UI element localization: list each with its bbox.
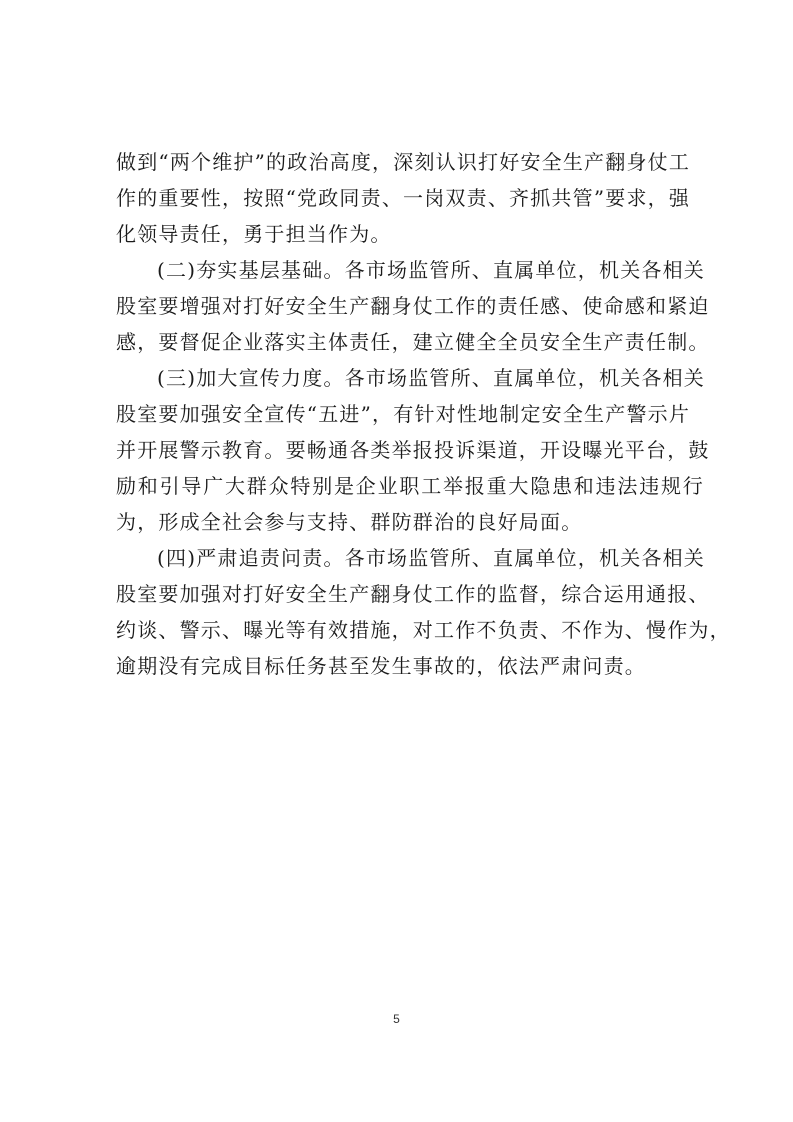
text-line: 化领导责任，勇于担当作为。 (116, 222, 392, 246)
text-line: 约谈、警示、曝光等有效措施，对工作不负责、不作为、慢作为， (116, 618, 731, 642)
text-line: 感，要督促企业落实主体责任，建立健全全员安全生产责任制。 (116, 330, 710, 354)
text-line: 做到“两个维护”的政治高度，深刻认识打好安全生产翻身仗工 (116, 150, 691, 174)
document-body (116, 150, 731, 690)
text-line: 并开展警示教育。要畅通各类举报投诉渠道，开设曝光平台，鼓 (116, 438, 710, 462)
text-line: 作的重要性，按照“党政同责、一岗双责、齐抓共管”要求，强 (116, 186, 691, 210)
text-line: 股室要增强对打好安全生产翻身仗工作的责任感、使命感和紧迫 (116, 294, 710, 318)
text-line: 股室要加强安全宣传“五进”，有针对性地制定安全生产警示片 (116, 402, 691, 426)
section-heading-line: (三)加大宣传力度。各市场监管所、直属单位，机关各相关 (157, 366, 706, 390)
text-line: 励和引导广大群众特别是企业职工举报重大隐患和违法违规行 (116, 474, 705, 498)
section-heading-line: (二)夯实基层基础。各市场监管所、直属单位，机关各相关 (157, 258, 706, 282)
text-line: 为，形成全社会参与支持、群防群治的良好局面。 (116, 510, 583, 534)
section-heading-line: (四)严肃追责问责。各市场监管所、直属单位，机关各相关 (157, 546, 706, 570)
text-line: 股室要加强对打好安全生产翻身仗工作的监督，综合运用通报、 (116, 582, 710, 606)
page-number: 5 (393, 1012, 400, 1026)
text-line: 逾期没有完成目标任务甚至发生事故的，依法严肃问责。 (116, 654, 646, 678)
